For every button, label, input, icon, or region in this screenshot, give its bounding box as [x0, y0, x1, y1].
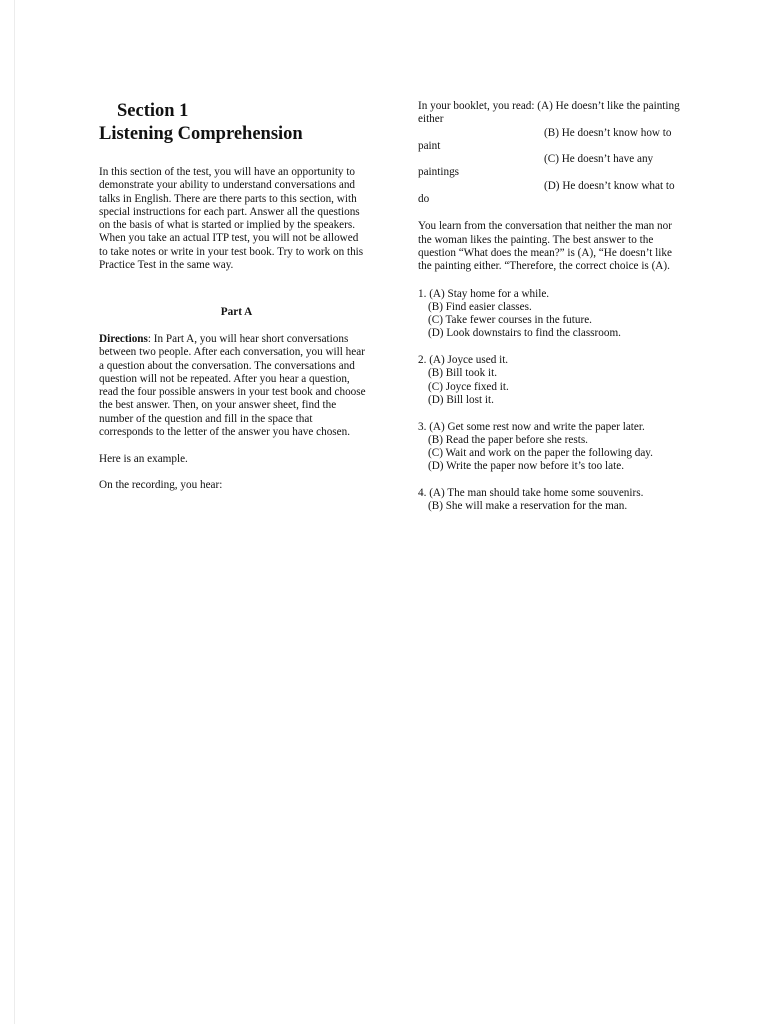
intro-line: special instructions for each part. Answer all the questions: [99, 205, 360, 218]
directions-line: read the four possible answers in your test book and choose: [99, 386, 366, 399]
example-booklet-block: [418, 100, 718, 206]
question-option: (C) Wait and work on the paper the following day.: [428, 447, 653, 460]
intro-paragraph: [99, 166, 374, 272]
example-intro: Here is an example.: [99, 452, 188, 465]
intro-line: on the basis of what is started or implied by the speakers.: [99, 219, 356, 232]
directions-line: number of the question and fill in the space that: [99, 412, 313, 425]
directions-line: between two people. After each conversation, you will hear: [99, 346, 365, 359]
question-option: (B) She will make a reservation for the man.: [428, 500, 628, 513]
question-option: (B) Read the paper before she rests.: [428, 433, 588, 446]
question-option: (D) Bill lost it.: [428, 393, 494, 406]
booklet-option: (B) He doesn’t know how to: [544, 126, 672, 139]
intro-line: demonstrate your ability to understand conversations and: [99, 179, 356, 192]
directions-line: corresponds to the letter of the answer you have chosen.: [99, 426, 351, 439]
question-first-line: 3. (A) Get some rest now and write the paper later.: [418, 420, 645, 433]
booklet-line: do: [418, 193, 430, 206]
directions-line: a question about the conversation. The conversations and: [99, 359, 355, 372]
directions-line: question will not be repeated. After you hear a question,: [99, 372, 350, 385]
booklet-option: (D) He doesn’t know what to: [544, 179, 675, 192]
explanation-line: question “What does the mean?” is (A), “He doesn’t like: [418, 246, 672, 259]
question-option: (C) Joyce fixed it.: [428, 380, 509, 393]
question-4: [418, 487, 718, 514]
right-column: [418, 100, 718, 514]
directions-paragraph: [99, 333, 374, 439]
directions-text: : In Part A, you will hear short conversations: [147, 332, 349, 345]
section-title: Listening Comprehension: [99, 124, 303, 144]
question-option: (B) Find easier classes.: [428, 300, 532, 313]
question-option: (D) Look downstairs to find the classroom.: [428, 327, 621, 340]
explanation-line: the painting either. “Therefore, the correct choice is (A).: [418, 260, 670, 273]
booklet-line: paint: [418, 139, 441, 152]
explanation-line: You learn from the conversation that neither the man nor: [418, 220, 672, 233]
question-first-line: 4. (A) The man should take home some souvenirs.: [418, 487, 644, 500]
directions-label: Directions: [99, 332, 148, 345]
question-option: (D) Write the paper now before it’s too late.: [428, 460, 624, 473]
booklet-line: In your booklet, you read: (A) He doesn’t like the painting: [418, 100, 680, 112]
question-2: [418, 354, 718, 407]
intro-line: to take notes or write in your test book. Try to work on this: [99, 245, 364, 258]
page-edge-divider: [14, 0, 15, 1024]
booklet-option: (C) He doesn’t have any: [544, 153, 654, 166]
section-number: Section 1: [117, 101, 189, 121]
question-first-line: 1. (A) Stay home for a while.: [418, 287, 550, 300]
booklet-line: paintings: [418, 166, 460, 179]
recording-text: On the recording, you hear:: [99, 479, 223, 492]
intro-line: When you take an actual ITP test, you will not be allowed: [99, 232, 359, 245]
question-option: (B) Bill took it.: [428, 367, 497, 380]
explanation-paragraph: [418, 220, 718, 273]
left-column: [99, 100, 374, 493]
directions-line: [99, 333, 374, 346]
question-3: [418, 421, 718, 474]
question-1: [418, 288, 718, 341]
part-a-title: Part A: [220, 305, 253, 318]
question-option: (C) Take fewer courses in the future.: [428, 314, 592, 327]
intro-line: talks in English. There are there parts to this section, with: [99, 192, 357, 205]
booklet-line: either: [418, 113, 444, 126]
intro-line: In this section of the test, you will have an opportunity to: [99, 166, 356, 178]
question-first-line: 2. (A) Joyce used it.: [418, 354, 509, 367]
explanation-line: the woman likes the painting. The best answer to the: [418, 233, 654, 246]
intro-line: Practice Test in the same way.: [99, 259, 234, 272]
directions-line: the best answer. Then, on your answer sheet, find the: [99, 399, 337, 412]
